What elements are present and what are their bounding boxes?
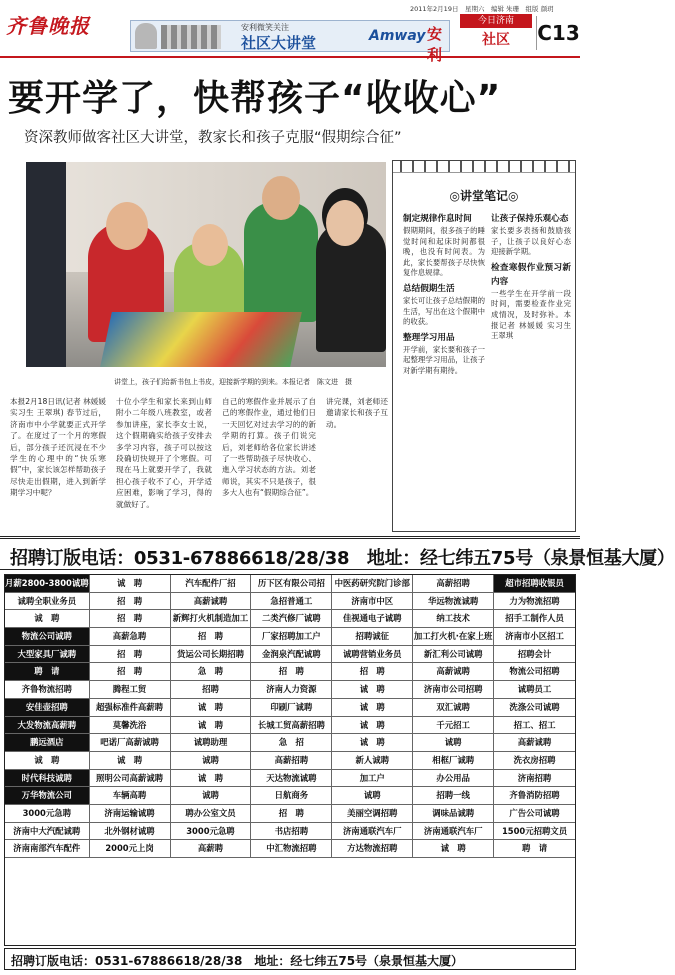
ads-header xyxy=(0,536,675,570)
ad-cell: 济南市小区招工 xyxy=(494,628,575,646)
classified-ads-grid xyxy=(4,574,576,946)
ad-cell: 车辆高聘 xyxy=(90,787,171,805)
ad-cell: 鹏远酒店 xyxy=(5,734,90,752)
ad-cell: 招 聘 xyxy=(251,663,332,681)
ad-cell: 日航商务 xyxy=(251,787,332,805)
ad-cell: 大型家具厂诚聘 xyxy=(5,646,90,664)
article-column-2: 十位小学生和家长来到山师附小二年级八班教室，或者参加讲座，家长李女士说，这个假期确实给孩子安排去多学习内容，孩子可以按这段确切快规开了个寒假。可现在马上就要开学了，我就担心孩子收不了心，开学适应困难，影响了学习，得的就做好了。 xyxy=(116,397,212,509)
notes-text: 家长可让孩子总结假期的生活，写出在这个假期中的收获。 xyxy=(403,295,485,327)
ad-cell: 诚聘助理 xyxy=(171,734,252,752)
ad-cell: 天达物流诚聘 xyxy=(251,770,332,788)
ad-cell: 招聘诚征 xyxy=(332,628,413,646)
ad-cell: 印刷厂诚聘 xyxy=(251,699,332,717)
ad-cell: 诚 聘 xyxy=(5,610,90,628)
notes-text: 家长要多表扬和鼓励孩子，让孩子以良好心态迎接新学期。 xyxy=(491,226,571,257)
ad-cell: 诚聘 xyxy=(171,787,252,805)
ad-cell: 金润泉汽配诚聘 xyxy=(251,646,332,664)
ad-cell: 招 聘 xyxy=(90,610,171,628)
ad-cell: 历下区有限公司招 xyxy=(251,575,332,593)
sponsor-logo-cn: 安利 xyxy=(427,25,443,64)
dateline: 2011年2月19日 星期六 编辑 朱珊 组版 颜玥 xyxy=(410,5,554,13)
ad-cell: 诚 聘 xyxy=(171,699,252,717)
banner-title: 社区大讲堂 xyxy=(241,34,317,52)
ad-cell: 新人诚聘 xyxy=(332,752,413,770)
article-column-4: 讲完课，刘老师还邀请家长和孩子互动。 xyxy=(326,397,388,429)
ad-cell: 招聘一线 xyxy=(413,787,494,805)
ad-cell: 洗涤公司诚聘 xyxy=(494,699,575,717)
ad-cell: 济南招聘 xyxy=(494,770,575,788)
notebook-rings-icon xyxy=(393,161,575,173)
ad-cell: 货运公司长期招聘 xyxy=(171,646,252,664)
ad-cell: 超强标准件高薪聘 xyxy=(90,699,171,717)
notes-heading: 制定规律作息时间 xyxy=(403,214,472,224)
ad-cell: 招工、招工 xyxy=(494,717,575,735)
ad-cell: 高薪诚聘 xyxy=(171,593,252,611)
ad-cell: 济南运输诚聘 xyxy=(90,805,171,823)
ad-cell: 诚聘 xyxy=(413,734,494,752)
ad-cell: 新辉打火机制造加工 xyxy=(171,610,252,628)
ad-cell: 3000元急聘 xyxy=(5,805,90,823)
ad-cell: 汽车配件厂招 xyxy=(171,575,252,593)
ad-cell: 长城工贸高薪招聘 xyxy=(251,717,332,735)
article-photo xyxy=(26,162,386,367)
ad-cell: 齐鲁物流招聘 xyxy=(5,681,90,699)
ad-cell: 照明公司高薪诚聘 xyxy=(90,770,171,788)
ad-cell: 方达物流招聘 xyxy=(332,840,413,858)
ad-cell: 诚 聘 xyxy=(90,575,171,593)
ad-cell: 物流公司诚聘 xyxy=(5,628,90,646)
ad-cell: 招 聘 xyxy=(90,593,171,611)
ad-cell: 招聘 xyxy=(171,681,252,699)
photo-caption: 讲堂上，孩子们给新书包上书皮，迎接新学期的到来。本报记者 陈文进 摄 xyxy=(114,378,352,386)
ad-cell: 广告公司诚聘 xyxy=(494,805,575,823)
notes-column-b xyxy=(491,209,571,527)
ad-cell: 纳工技术 xyxy=(413,610,494,628)
ad-cell: 腾程工贸 xyxy=(90,681,171,699)
article-column-1: 本报2月18日讯(记者 林媛媛 实习生 王翠琪) 春节过后，济南市中小学就要正式开学了。在度过了一个月的寒假后，部分孩子还沉浸在不少学生的心理中的“快乐寒假”中，家长该怎样帮助孩子尽快走出假期，进入到新学期学习中呢？ xyxy=(10,397,106,498)
ad-cell: 高薪诚聘 xyxy=(494,734,575,752)
ad-cell: 厂家招聘加工户 xyxy=(251,628,332,646)
notes-heading: 总结假期生活 xyxy=(403,283,455,294)
lecture-notes-box xyxy=(392,160,576,532)
ad-cell: 书店招聘 xyxy=(251,823,332,841)
ad-cell: 双汇诚聘 xyxy=(413,699,494,717)
ads-phone-banner: 招聘订版电话：0531-67886618/28/38 地址：经七纬五75号（泉景恒基大厦） xyxy=(10,548,675,569)
audience-photo-icon xyxy=(161,25,221,49)
ad-cell: 诚 聘 xyxy=(332,717,413,735)
ad-cell: 安佳壶招聘 xyxy=(5,699,90,717)
notes-heading: 检查寒假作业预习新内容 xyxy=(491,262,571,287)
ad-cell: 诚聘员工 xyxy=(494,681,575,699)
section-name: 社区 xyxy=(482,32,510,48)
ad-cell: 华远物流诚聘 xyxy=(413,593,494,611)
ad-cell: 诚 聘 xyxy=(90,752,171,770)
ad-cell: 物流公司招聘 xyxy=(494,663,575,681)
ad-cell: 中医药研究院门诊部 xyxy=(332,575,413,593)
ad-cell: 招 聘 xyxy=(171,628,252,646)
ad-cell: 诚 聘 xyxy=(332,699,413,717)
page-number: C13 xyxy=(536,16,580,50)
ad-cell: 万华物流公司 xyxy=(5,787,90,805)
ad-cell: 洗衣房招聘 xyxy=(494,752,575,770)
ad-cell: 诚 聘 xyxy=(332,681,413,699)
ad-cell: 超市招聘收银员 xyxy=(494,575,575,593)
ad-cell: 高薪招聘 xyxy=(251,752,332,770)
ad-cell: 月薪2800-3800诚聘 xyxy=(5,575,90,593)
ad-cell: 莫馨洗浴 xyxy=(90,717,171,735)
ad-cell: 诚聘 xyxy=(332,787,413,805)
ad-cell: 诚 聘 xyxy=(332,734,413,752)
newspaper-logo: 齐鲁晚报 xyxy=(6,14,90,38)
ad-cell: 相框厂诚聘 xyxy=(413,752,494,770)
ad-cell: 调味品诚聘 xyxy=(413,805,494,823)
ad-cell: 招 聘 xyxy=(90,646,171,664)
ad-cell: 诚 聘 xyxy=(171,717,252,735)
ads-footer xyxy=(4,948,576,970)
sponsor-logo: Amway xyxy=(369,28,426,44)
ad-cell: 聘办公室文员 xyxy=(171,805,252,823)
ad-cell: 济南南部汽车配件 xyxy=(5,840,90,858)
ad-cell: 新汇利公司诚聘 xyxy=(413,646,494,664)
ad-cell: 千元招工 xyxy=(413,717,494,735)
notes-heading: 让孩子保持乐观心态 xyxy=(491,214,569,224)
ad-cell: 高薪招聘 xyxy=(413,575,494,593)
ad-cell: 3000元急聘 xyxy=(171,823,252,841)
ad-cell: 聘 请 xyxy=(494,840,575,858)
ad-cell: 美丽空调招聘 xyxy=(332,805,413,823)
ad-cell: 2000元上岗 xyxy=(90,840,171,858)
banner-subtitle: 安利微笑关注 xyxy=(241,23,289,32)
ad-cell: 大发物流高薪聘 xyxy=(5,717,90,735)
ad-cell: 诚 聘 xyxy=(171,770,252,788)
ad-cell: 招 聘 xyxy=(251,805,332,823)
ad-cell: 二类汽修厂诚聘 xyxy=(251,610,332,628)
ad-cell: 高薪聘 xyxy=(171,840,252,858)
ad-cell: 齐鲁消防招聘 xyxy=(494,787,575,805)
ad-cell: 诚聘 xyxy=(171,752,252,770)
ad-cell: 济南通联汽车厂 xyxy=(413,823,494,841)
ad-cell: 招聘会计 xyxy=(494,646,575,664)
ad-cell: 急招普通工 xyxy=(251,593,332,611)
ad-cell: 济南人力资源 xyxy=(251,681,332,699)
ads-footer-text: 招聘订版电话：0531-67886618/28/38 地址：经七纬五75号（泉景恒基大厦） xyxy=(11,954,464,968)
ad-cell: 济南市中区 xyxy=(332,593,413,611)
speaker-photo-icon xyxy=(135,23,157,49)
ad-cell: 加工户 xyxy=(332,770,413,788)
ad-cell: 济南通联汽车厂 xyxy=(332,823,413,841)
ad-cell: 中汇物流招聘 xyxy=(251,840,332,858)
ad-cell: 办公用品 xyxy=(413,770,494,788)
event-banner xyxy=(130,20,450,64)
ad-cell: 招 聘 xyxy=(332,663,413,681)
ad-cell: 诚聘全职业务员 xyxy=(5,593,90,611)
ad-cell: 1500元招聘文员 xyxy=(494,823,575,841)
notes-text: 开学前，家长要和孩子一起整理学习用品，让孩子对新学期有期待。 xyxy=(403,344,485,375)
notes-column-a xyxy=(403,209,485,527)
ad-cell: 高薪急聘 xyxy=(90,628,171,646)
ad-cell: 济南市公司招聘 xyxy=(413,681,494,699)
notes-text: 假期期间，很多孩子的睡觉时间和起床时间都很晚，也没有时间表。为此，家长要帮孩子尽快恢复作息规律。 xyxy=(403,226,485,278)
ad-cell: 诚 聘 xyxy=(413,840,494,858)
ad-cell: 力为物流招聘 xyxy=(494,593,575,611)
ad-cell: 聘 请 xyxy=(5,663,90,681)
ad-cell: 诚 聘 xyxy=(5,752,90,770)
ad-cell: 招 聘 xyxy=(90,663,171,681)
article-subhead: 资深教师做客社区大讲堂，教家长和孩子克服“假期综合征” xyxy=(24,130,402,146)
notes-text: 一些学生在开学前一段时间，需要检查作业完成情况，及时弥补。本报记者 林媛媛 实习生 王翠琪 xyxy=(491,288,571,341)
masthead xyxy=(0,0,580,64)
ad-cell: 佳视通电子诚聘 xyxy=(332,610,413,628)
ad-cell: 加工打火机·在家上班 xyxy=(413,628,494,646)
ad-cell: 诚聘营销业务员 xyxy=(332,646,413,664)
ad-cell: 急 聘 xyxy=(171,663,252,681)
city-tag: 今日济南 xyxy=(460,14,532,28)
ad-cell: 急 招 xyxy=(251,734,332,752)
ad-cell: 招手工制作人员 xyxy=(494,610,575,628)
ad-cell: 时代科技诚聘 xyxy=(5,770,90,788)
ad-cell: 北外钢材诚聘 xyxy=(90,823,171,841)
article-headline: 要开学了，快帮孩子“收收心” xyxy=(8,78,502,119)
ad-cell: 吧诺厂高薪诚聘 xyxy=(90,734,171,752)
article-column-3: 自己的寒假作业并展示了自己的寒假作业，通过他们日一天回忆对过去学习的的新学期的打算。孩子们说完后，刘老师给各位家长讲述了一些帮助孩子尽快收心、進入学习状态的方法。刘老师说，其实不只是孩子，很多大人也有“假期综合征”。 xyxy=(222,397,316,498)
notes-title: ◎讲堂笔记◎ xyxy=(449,189,519,203)
ad-cell: 高薪诚聘 xyxy=(413,663,494,681)
ad-cell: 济南中大汽配诚聘 xyxy=(5,823,90,841)
notes-heading: 整理学习用品 xyxy=(403,332,455,343)
